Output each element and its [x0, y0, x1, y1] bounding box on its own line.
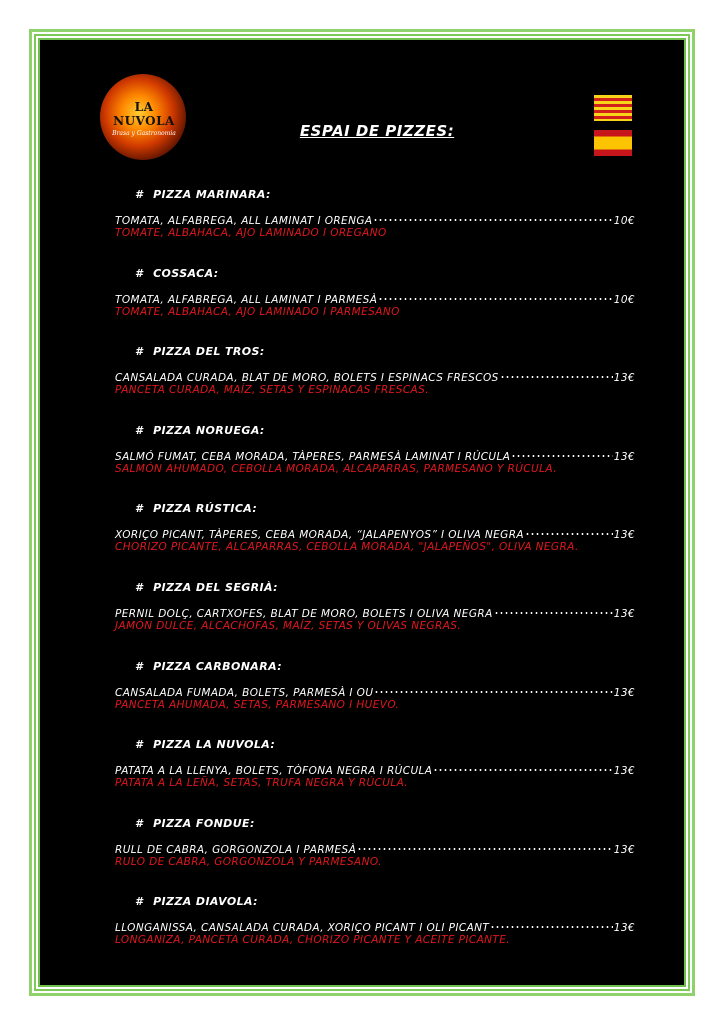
menu-item-heading	[115, 892, 635, 912]
menu-item-heading	[115, 342, 635, 362]
menu-item-name: COSSACA:	[153, 266, 219, 280]
dot-leader	[500, 362, 613, 381]
menu-item	[115, 421, 635, 500]
menu-item-catalan-line	[115, 284, 635, 306]
logo-name: LA NUVOLA	[113, 100, 175, 128]
menu-item-name: PIZZA DIAVOLA:	[153, 895, 258, 909]
menu-item-catalan-line	[115, 834, 635, 856]
menu-item	[115, 735, 635, 814]
menu-item-heading	[115, 185, 635, 205]
menu-item-description-catalan: PERNIL DOLÇ, CARTXOFES, BLAT DE MORO, BOLETS I OLIVA NEGRA	[115, 607, 493, 620]
menu-item-description-catalan: RULL DE CABRA, GORGONZOLA I PARMESÀ	[115, 843, 357, 856]
menu-item-price: 10€	[613, 215, 635, 227]
menu-item-bullet: #	[135, 659, 144, 673]
menu-item-bullet: #	[135, 188, 144, 201]
menu-item-description-catalan: CANSALADA FUMADA, BOLETS, PARMESÀ I OU	[115, 686, 374, 699]
menu-item-price: 13€	[613, 529, 635, 542]
menu-item-price: 10€	[613, 293, 635, 306]
menu-item-description-spanish: PANCETA AHUMADA, SETAS, PARMESANO I HUEVO.	[115, 698, 400, 711]
menu-item-description-spanish: CHORIZO PICANTE, ALCAPARRAS, CEBOLLA MORADA, "JALAPEÑOS", OLIVA NEGRA.	[115, 541, 579, 554]
menu-item-name: PIZZA FONDUE:	[153, 816, 255, 830]
menu-item-description-spanish: JAMÓN DULCE, ALCACHOFAS, MAÍZ, SETAS Y OLIVAS NEGRAS.	[115, 619, 462, 632]
menu-item-catalan-line	[115, 755, 635, 778]
page-title: ESPAI DE PIZZES:	[299, 122, 455, 140]
spanish-flag-icon[interactable]	[594, 130, 632, 156]
menu-item-name: PIZZA MARINARA:	[153, 188, 271, 201]
menu-item	[115, 499, 635, 578]
dot-leader	[433, 755, 612, 774]
menu-item-bullet: #	[135, 502, 144, 516]
dot-leader	[374, 677, 612, 696]
menu-item	[115, 264, 635, 343]
menu-item-heading	[115, 578, 635, 598]
menu-item-name: PIZZA DEL SEGRIÀ:	[153, 580, 278, 594]
menu-item-description-spanish: TOMATE, ALBAHACA, AJO LAMINADO I OREGANO	[115, 227, 387, 239]
menu-item	[115, 342, 635, 421]
menu-item-description-catalan: LLONGANISSA, CANSALADA CURADA, XORIÇO PICANT I OLI PICANT	[115, 922, 490, 935]
menu-item-description-spanish: SALMÓN AHUMADO, CEBOLLA MORADA, ALCAPARRAS, PARMESANO Y RÚCULA.	[115, 462, 557, 475]
dot-leader	[373, 205, 612, 224]
menu-item-name: PIZZA LA NUVOLA:	[153, 738, 276, 752]
menu-item-price: 13€	[613, 843, 635, 856]
menu-item-heading	[115, 735, 635, 755]
menu-item-catalan-line	[115, 598, 635, 620]
menu-item-name: PIZZA DEL TROS:	[153, 345, 265, 359]
menu-item-description-catalan: SALMÓ FUMAT, CEBA MORADA, TÀPERES, PARMESÀ LAMINAT I RÚCULA	[115, 450, 511, 463]
menu-item-price: 13€	[613, 372, 635, 385]
menu-item-catalan-line	[115, 677, 635, 699]
menu-item-description-spanish: LONGANIZA, PANCETA CURADA, CHORIZO PICANTE Y ACEITE PICANTE.	[115, 934, 511, 947]
menu-item-name: PIZZA RÚSTICA:	[153, 502, 258, 516]
menu-item-price: 13€	[613, 765, 635, 778]
menu-item-heading	[115, 814, 635, 834]
menu-item-catalan-line	[115, 519, 635, 542]
menu-item-bullet: #	[135, 580, 144, 594]
dot-leader	[525, 519, 613, 538]
menu-item-description-catalan: XORIÇO PICANT, TÀPERES, CEBA MORADA, “JALAPENYOS” I OLIVA NEGRA	[115, 529, 524, 542]
menu-frame	[29, 29, 695, 996]
menu-item-price: 13€	[613, 607, 635, 620]
menu-item-description-catalan: TOMATA, ALFABREGA, ALL LAMINAT I PARMESÀ	[115, 293, 378, 306]
dot-leader	[490, 912, 613, 931]
catalan-flag-icon[interactable]	[594, 95, 632, 121]
menu-item-heading	[115, 499, 635, 519]
menu-item	[115, 892, 635, 971]
menu-item-description-catalan: CANSALADA CURADA, BLAT DE MORO, BOLETS I ESPINACS FRESCOS	[115, 372, 499, 385]
menu-item-catalan-line	[115, 362, 635, 385]
menu-item-description-spanish: PATATA A LA LEÑA, SETAS, TRUFA NEGRA Y RÚCULA.	[115, 777, 409, 790]
menu-item	[115, 814, 635, 893]
menu-item-price: 13€	[613, 450, 635, 463]
menu-item	[115, 578, 635, 657]
dot-leader	[357, 834, 613, 853]
menu-item-catalan-line	[115, 441, 635, 463]
menu-item-description-catalan: TOMATA, ALFABREGA, ALL LAMINAT I ORENGA	[115, 215, 373, 227]
logo-tagline: Brasa y Gastronomia	[112, 130, 176, 137]
menu-item-price: 13€	[613, 686, 635, 699]
menu-item-name: PIZZA NORUEGA:	[153, 423, 265, 437]
menu-item-bullet: #	[135, 738, 144, 752]
menu-item-description-spanish: TOMATE, ALBAHACA, AJO LAMINADO I PARMESANO	[115, 305, 400, 318]
menu-item-heading	[115, 421, 635, 441]
pizza-list	[115, 185, 635, 971]
menu-item-bullet: #	[135, 895, 144, 909]
menu-item-bullet: #	[135, 816, 144, 830]
menu-background	[42, 42, 682, 983]
restaurant-logo	[100, 74, 186, 160]
menu-item-catalan-line	[115, 912, 635, 935]
menu-item-bullet: #	[135, 423, 144, 437]
menu-item-description-catalan: PATATA A LA LLENYA, BOLETS, TÒFONA NEGRA I RÚCULA	[115, 765, 433, 778]
menu-item-price: 13€	[613, 922, 635, 935]
dot-leader	[378, 284, 612, 303]
menu-item-name: PIZZA CARBONARA:	[153, 659, 283, 673]
dot-leader	[511, 441, 612, 460]
menu-item-description-spanish: RULO DE CABRA, GORGONZOLA Y PARMESANO.	[115, 855, 382, 868]
menu-item-description-spanish: PANCETA CURADA, MAÍZ, SETAS Y ESPINACAS FRESCAS.	[115, 384, 429, 397]
menu-item-bullet: #	[135, 266, 144, 280]
menu-item-heading	[115, 657, 635, 677]
menu-item-catalan-line	[115, 205, 635, 227]
menu-item-bullet: #	[135, 345, 144, 359]
menu-item	[115, 185, 635, 264]
menu-item-heading	[115, 264, 635, 284]
dot-leader	[494, 598, 613, 617]
menu-item	[115, 657, 635, 736]
